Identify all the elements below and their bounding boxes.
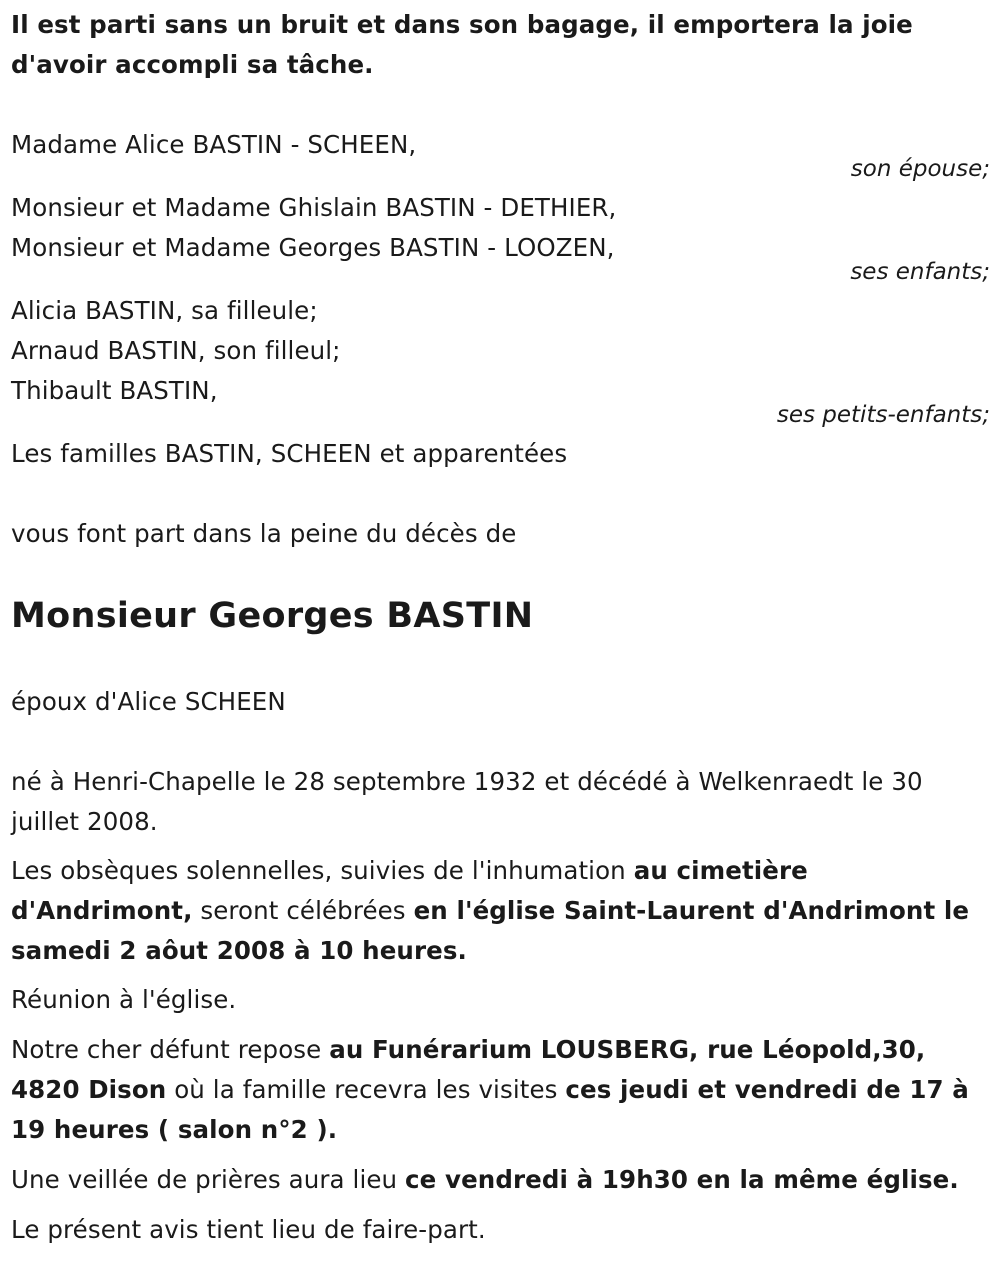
quote-line-2: d'avoir accompli sa tâche. — [11, 50, 374, 79]
closing-line: Le présent avis tient lieu de faire-part. — [11, 1215, 486, 1244]
grandchild-1: Alicia BASTIN, sa filleule; — [11, 296, 318, 325]
funeral-text-a: Les obsèques solennelles, suivies de l'inhumation — [11, 856, 634, 885]
vigil-paragraph — [11, 1160, 996, 1200]
rest-text-c: où la famille recevra les visites — [166, 1075, 566, 1104]
vigil-time: ce vendredi à 19h30 en la même église. — [405, 1165, 959, 1194]
funeral-paragraph — [11, 851, 996, 971]
birth-death-line-2: juillet 2008. — [11, 807, 158, 836]
funeral-text-c: seront célébrées — [192, 896, 414, 925]
funeral-cemetery: au cimetière d'Andrimont, — [11, 856, 808, 925]
children-role: ses enfants; — [850, 259, 990, 285]
spouse-role: son épouse; — [850, 156, 990, 182]
spouse-name: Madame Alice BASTIN - SCHEEN, — [11, 130, 417, 159]
rest-text-a: Notre cher défunt repose — [11, 1035, 330, 1064]
visiting-hours: ces jeudi et vendredi de 17 à 19 heures ( salon n°2 ). — [11, 1075, 969, 1144]
families-line: Les familles BASTIN, SCHEEN et apparentées — [11, 439, 568, 468]
announcement-intro: vous font part dans la peine du décès de — [11, 519, 517, 548]
child-2: Monsieur et Madame Georges BASTIN - LOOZEN, — [11, 233, 615, 262]
quote-line-1: Il est parti sans un bruit et dans son bagage, il emportera la joie — [11, 10, 913, 39]
meeting-line: Réunion à l'église. — [11, 985, 237, 1014]
grandchild-3: Thibault BASTIN, — [11, 376, 218, 405]
funeral-home-address: au Funérarium LOUSBERG, rue Léopold,30, 4820 Dison — [11, 1035, 926, 1104]
birth-death-line-1: né à Henri-Chapelle le 28 septembre 1932 et décédé à Welkenraedt le 30 — [11, 767, 923, 796]
deceased-name: Monsieur Georges BASTIN — [11, 596, 534, 636]
spouse-of: époux d'Alice SCHEEN — [11, 687, 286, 716]
child-1: Monsieur et Madame Ghislain BASTIN - DETHIER, — [11, 193, 617, 222]
funeral-church-date: en l'église Saint-Laurent d'Andrimont le samedi 2 aôut 2008 à 10 heures. — [11, 896, 970, 965]
grandchildren-role: ses petits-enfants; — [776, 402, 990, 428]
grandchild-2: Arnaud BASTIN, son filleul; — [11, 336, 341, 365]
vigil-text-a: Une veillée de prières aura lieu — [11, 1165, 406, 1194]
funeral-home-paragraph — [11, 1030, 996, 1150]
